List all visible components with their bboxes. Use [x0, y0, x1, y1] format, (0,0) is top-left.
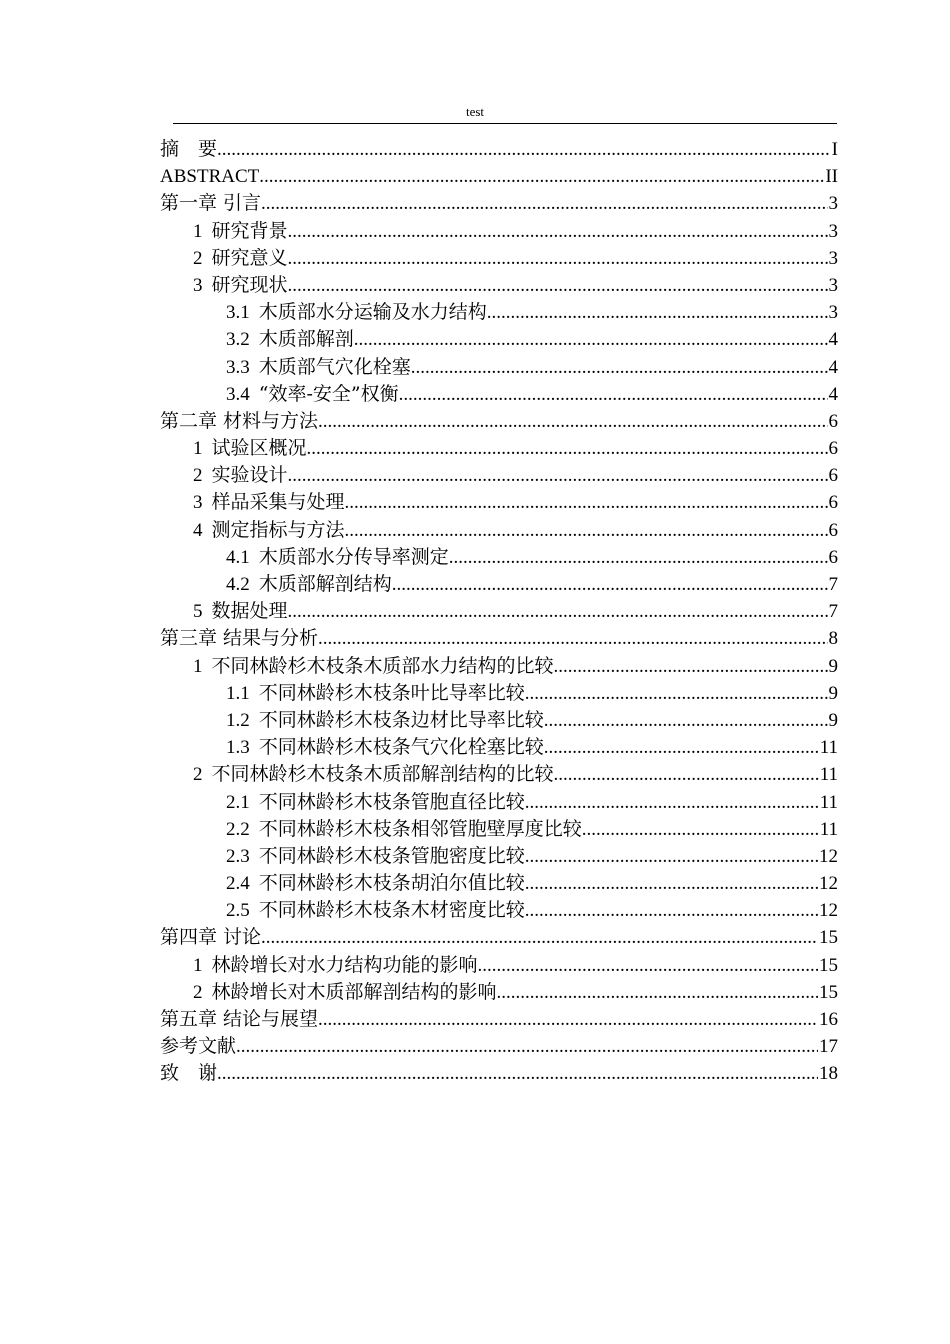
- toc-entry-number: 1: [193, 220, 203, 242]
- toc-entry[interactable]: [160, 979, 838, 1006]
- toc-entry-page-number: 7: [828, 601, 838, 623]
- toc-entry[interactable]: [160, 1033, 838, 1060]
- toc-entry-number: 3: [193, 274, 203, 296]
- toc-entry-title: 林龄增长对木质部解剖结构的影响: [211, 980, 497, 1003]
- toc-entry[interactable]: [160, 734, 838, 761]
- toc-dot-leader: [307, 435, 828, 462]
- toc-entry-page-number: 18: [819, 1063, 838, 1085]
- header-rule: [173, 123, 837, 124]
- toc-entry-title: 实验设计: [211, 464, 288, 487]
- toc-entry-page-number: 6: [828, 492, 838, 514]
- toc-entry-title: 不同林龄杉木枝条叶比导率比较: [258, 681, 525, 704]
- toc-entry-page-number: 9: [828, 682, 838, 704]
- toc-entry[interactable]: [160, 598, 838, 625]
- toc-dot-leader: [261, 190, 827, 217]
- toc-entry[interactable]: [160, 272, 838, 299]
- toc-entry-title: 研究意义: [211, 246, 288, 269]
- toc-entry[interactable]: [160, 136, 838, 163]
- toc-entry-number: 1: [193, 655, 203, 677]
- toc-entry-page-number: 3: [828, 274, 838, 296]
- toc-dot-leader: [288, 245, 828, 272]
- toc-dot-leader: [544, 707, 828, 734]
- toc-dot-leader: [487, 299, 828, 326]
- toc-entry-title: 木质部水分运输及水力结构: [258, 301, 487, 324]
- toc-entry-title: 第四章 讨论: [160, 926, 262, 949]
- toc-entry[interactable]: [160, 680, 838, 707]
- toc-dot-leader: [525, 843, 818, 870]
- toc-entry-number: 1.2: [226, 709, 250, 731]
- toc-dot-leader: [345, 517, 828, 544]
- toc-dot-leader: [399, 381, 828, 408]
- toc-entry-title: 木质部解剖结构: [258, 573, 392, 595]
- toc-entry-title: 试验区概况: [211, 437, 307, 460]
- toc-entry[interactable]: [160, 218, 838, 245]
- toc-entry-page-number: 11: [819, 818, 838, 840]
- toc-entry-title: 不同林龄杉木枝条管胞直径比较: [258, 790, 525, 813]
- toc-entry-number: 2: [193, 465, 203, 487]
- toc-entry-page-number: II: [825, 166, 838, 188]
- toc-entry-page-number: 12: [819, 900, 838, 922]
- toc-entry-title: 研究背景: [211, 219, 288, 242]
- toc-entry[interactable]: [160, 816, 838, 843]
- toc-entry-title: 不同林龄杉木枝条相邻管胞壁厚度比较: [258, 817, 582, 840]
- toc-entry[interactable]: [160, 761, 838, 788]
- toc-entry-page-number: 12: [819, 873, 838, 895]
- toc-entry-title: 不同林龄杉木枝条木材密度比较: [258, 899, 525, 922]
- toc-entry-number: 3.4: [226, 383, 250, 405]
- toc-entry-title: 林龄增长对水力结构功能的影响: [211, 953, 478, 976]
- toc-entry-page-number: 11: [819, 791, 838, 813]
- toc-entry-title: 第二章 材料与方法: [160, 409, 319, 432]
- toc-entry[interactable]: [160, 571, 838, 598]
- toc-entry-title: 样品采集与处理: [211, 491, 345, 514]
- toc-entry-title: 木质部气穴化栓塞: [258, 355, 411, 378]
- toc-dot-leader: [392, 571, 828, 598]
- toc-entry-number: 2.1: [226, 791, 250, 813]
- toc-entry[interactable]: [160, 489, 838, 516]
- toc-entry-page-number: 8: [828, 628, 838, 650]
- toc-dot-leader: [236, 1033, 818, 1060]
- toc-entry-number: 2: [193, 764, 203, 786]
- toc-entry[interactable]: [160, 1006, 838, 1033]
- toc-dot-leader: [411, 354, 828, 381]
- toc-entry[interactable]: [160, 408, 838, 435]
- toc-dot-leader: [318, 625, 827, 652]
- toc-entry-page-number: 12: [819, 845, 838, 867]
- toc-dot-leader: [318, 408, 827, 435]
- toc-entry-title: 木质部水分传导率测定: [258, 545, 449, 568]
- toc-entry-number: 4: [193, 519, 203, 541]
- toc-entry-title: “效率-安全”权衡: [258, 382, 399, 405]
- toc-dot-leader: [478, 952, 818, 979]
- toc-entry-page-number: 6: [828, 410, 838, 432]
- toc-entry[interactable]: [160, 354, 838, 381]
- toc-entry-title: 不同林龄杉木枝条管胞密度比较: [258, 844, 525, 867]
- toc-entry-number: 3.1: [226, 302, 250, 324]
- toc-dot-leader: [525, 789, 819, 816]
- toc-entry-number: 5: [193, 601, 203, 623]
- toc-entry-page-number: 15: [819, 981, 838, 1003]
- toc-entry-number: 2.5: [226, 900, 250, 922]
- toc-entry[interactable]: [160, 326, 838, 353]
- toc-entry[interactable]: [160, 190, 838, 217]
- toc-entry[interactable]: [160, 517, 838, 544]
- toc-entry-page-number: 3: [828, 220, 838, 242]
- toc-entry-title: 摘 要: [160, 138, 218, 160]
- toc-dot-leader: [217, 1060, 818, 1087]
- toc-dot-leader: [288, 218, 828, 245]
- toc-entry[interactable]: [160, 952, 838, 979]
- toc-entry-page-number: 4: [828, 356, 838, 378]
- toc-entry-number: 3.2: [226, 329, 250, 351]
- toc-entry[interactable]: [160, 924, 838, 951]
- toc-entry[interactable]: [160, 843, 838, 870]
- toc-dot-leader: [259, 163, 824, 190]
- toc-entry-page-number: 9: [828, 709, 838, 731]
- toc-dot-leader: [544, 734, 819, 761]
- toc-entry-number: 2.4: [226, 873, 250, 895]
- toc-entry-number: 2.2: [226, 818, 250, 840]
- toc-entry-number: 3: [193, 492, 203, 514]
- toc-entry-page-number: 6: [828, 438, 838, 460]
- toc-dot-leader: [288, 272, 828, 299]
- table-of-contents: [160, 136, 838, 1088]
- toc-entry-number: 2: [193, 981, 203, 1003]
- toc-entry-page-number: 6: [828, 519, 838, 541]
- toc-entry-title: 参考文献: [160, 1035, 237, 1058]
- toc-entry-title: 测定指标与方法: [211, 518, 345, 541]
- toc-dot-leader: [525, 897, 818, 924]
- toc-entry-title: 木质部解剖: [258, 328, 354, 351]
- toc-entry-page-number: 3: [828, 247, 838, 269]
- toc-entry[interactable]: [160, 625, 838, 652]
- toc-entry-title: 不同林龄杉木枝条木质部水力结构的比较: [211, 654, 554, 677]
- toc-dot-leader: [525, 870, 818, 897]
- toc-dot-leader: [582, 816, 819, 843]
- toc-entry-number: 4.2: [226, 574, 250, 595]
- toc-entry[interactable]: [160, 870, 838, 897]
- toc-entry-number: 1.1: [226, 682, 250, 704]
- toc-entry-title: 致 谢: [160, 1062, 218, 1085]
- toc-entry-page-number: 4: [828, 383, 838, 405]
- toc-dot-leader: [288, 598, 828, 625]
- toc-entry[interactable]: [160, 653, 838, 680]
- toc-entry-number: 1.3: [226, 737, 250, 759]
- toc-entry[interactable]: [160, 381, 838, 408]
- toc-dot-leader: [354, 326, 828, 353]
- toc-entry[interactable]: [160, 897, 838, 924]
- toc-entry-page-number: 11: [819, 764, 838, 786]
- toc-entry-page-number: 7: [828, 574, 838, 595]
- toc-entry[interactable]: [160, 789, 838, 816]
- toc-dot-leader: [525, 680, 828, 707]
- toc-entry-page-number: 3: [828, 193, 838, 215]
- toc-entry-page-number: 16: [819, 1009, 838, 1030]
- page-header-text: test: [465, 104, 485, 119]
- toc-dot-leader: [261, 924, 818, 951]
- toc-entry[interactable]: [160, 245, 838, 272]
- toc-entry-number: 2: [193, 247, 203, 269]
- toc-entry-title: 不同林龄杉木枝条边材比导率比较: [258, 708, 544, 731]
- toc-entry-title: 第一章 引言: [160, 192, 262, 215]
- toc-entry-number: 3.3: [226, 356, 250, 378]
- toc-entry-page-number: 9: [828, 655, 838, 677]
- toc-entry-title: 第三章 结果与分析: [160, 627, 319, 650]
- toc-entry-title: 研究现状: [211, 273, 288, 296]
- toc-entry-page-number: I: [831, 139, 838, 160]
- toc-entry-title: 第五章 结论与展望: [160, 1008, 319, 1030]
- toc-entry-page-number: 3: [828, 302, 838, 324]
- toc-entry[interactable]: [160, 299, 838, 326]
- toc-dot-leader: [288, 462, 828, 489]
- toc-entry-page-number: 15: [819, 954, 838, 976]
- toc-entry-title: ABSTRACT: [160, 166, 260, 188]
- toc-entry-number: 4.1: [226, 546, 250, 568]
- toc-dot-leader: [497, 979, 818, 1006]
- toc-entry-number: 2.3: [226, 845, 250, 867]
- toc-dot-leader: [554, 653, 828, 680]
- toc-entry[interactable]: [160, 462, 838, 489]
- toc-entry-title: 数据处理: [211, 600, 288, 623]
- toc-entry-page-number: 17: [819, 1036, 838, 1058]
- toc-entry[interactable]: [160, 707, 838, 734]
- toc-entry-title: 不同林龄杉木枝条木质部解剖结构的比较: [211, 763, 554, 786]
- toc-entry[interactable]: [160, 1060, 838, 1087]
- toc-entry[interactable]: [160, 544, 838, 571]
- toc-entry-page-number: 6: [828, 546, 838, 568]
- toc-entry-page-number: 6: [828, 465, 838, 487]
- toc-dot-leader: [449, 544, 828, 571]
- toc-entry[interactable]: [160, 163, 838, 190]
- toc-entry[interactable]: [160, 435, 838, 462]
- toc-dot-leader: [554, 761, 819, 788]
- toc-entry-page-number: 15: [819, 927, 838, 949]
- toc-entry-page-number: 4: [828, 329, 838, 351]
- toc-entry-title: 不同林龄杉木枝条气穴化栓塞比较: [258, 736, 544, 759]
- toc-dot-leader: [345, 489, 828, 516]
- toc-entry-number: 1: [193, 954, 203, 976]
- toc-entry-number: 1: [193, 438, 203, 460]
- toc-dot-leader: [318, 1006, 818, 1033]
- toc-entry-title: 不同林龄杉木枝条胡泊尔值比较: [258, 872, 525, 895]
- toc-entry-page-number: 11: [819, 737, 838, 759]
- toc-dot-leader: [217, 136, 831, 163]
